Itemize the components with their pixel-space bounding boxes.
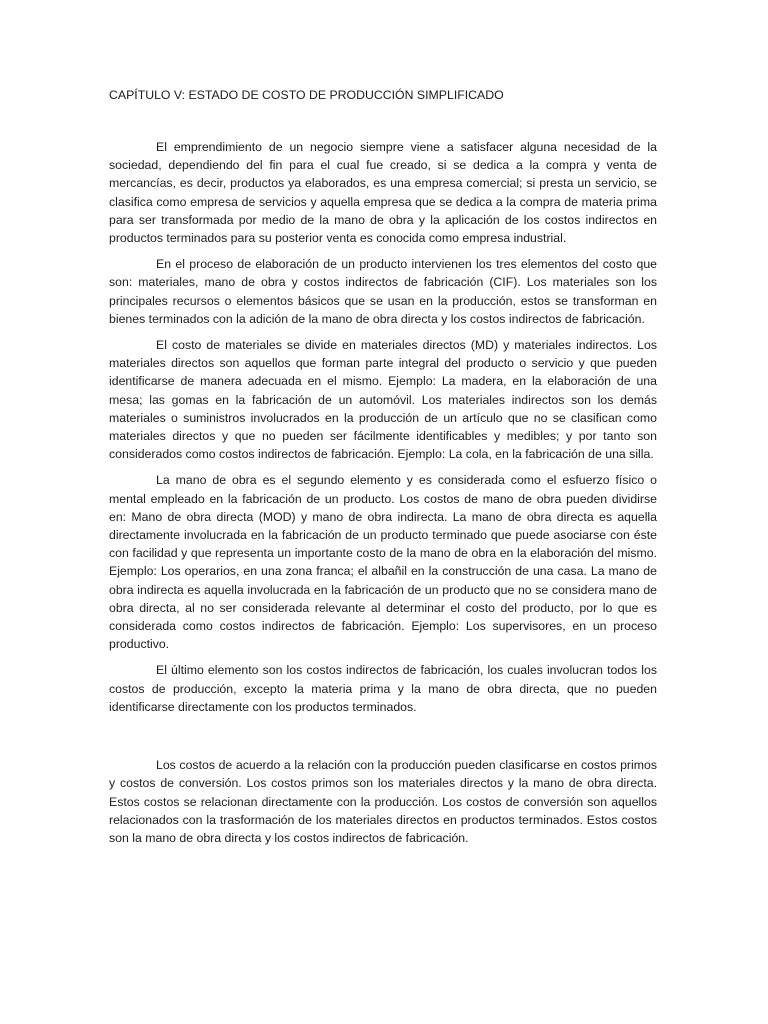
document-body bbox=[109, 86, 657, 855]
paragraph-cost-classification: Los costos de acuerdo a la relación con la producción pueden clasificarse en costos primos y costos de conversión. Los costos primos son los materiales directos y la mano de obra directa. Estos costos se relacionan directamente con la producción. Los costos de conversión son aquellos relacionados con la trasformación de los materiales directos en productos terminados. Estos costos son la mano de obra directa y los costos indirectos de fabricación. bbox=[109, 758, 657, 845]
paragraph-materials: El costo de materiales se divide en materiales directos (MD) y materiales indirectos. Los materiales directos son aquellos que forman parte integral del producto o servicio y que pueden identificarse de manera adecuada en el mismo. Ejemplo: La madera, en la elaboración de una mesa; las gomas en la fabricación de un automóvil. Los materiales indirectos son los demás materiales o suministros involucrados en la producción de un artículo que no se clasifican como materiales directos y que no pueden ser fácilmente identificables y medibles; y por tanto son considerados como costos indirectos de fabricación. Ejemplo: La cola, en la fabricación de una silla. bbox=[109, 338, 657, 462]
paragraph-cost-elements: En el proceso de elaboración de un producto intervienen los tres elementos del costo que son: materiales, mano de obra y costos indirectos de fabricación (CIF). Los materiales son los principales recursos o elementos básicos que se usan en la producción, estos se transforman en bienes terminados con la adición de la mano de obra directa y los costos indirectos de fabricación. bbox=[109, 257, 657, 326]
chapter-title: CAPÍTULO V: ESTADO DE COSTO DE PRODUCCIÓN SIMPLIFICADO bbox=[109, 88, 504, 102]
paragraph-business-types: El emprendimiento de un negocio siempre viene a satisfacer alguna necesidad de la sociedad, dependiendo del fin para el cual fue creado, si se dedica a la compra y venta de mercancías, es decir, productos ya elaborados, es una empresa comercial; si presta un servicio, se clasifica como empresa de servicios y aquella empresa que se dedica a la compra de materia prima para ser transformada por medio de la mano de obra y la aplicación de los costos indirectos en productos terminados para su posterior venta es conocida como empresa industrial. bbox=[109, 140, 657, 246]
paragraph-labor: La mano de obra es el segundo elemento y es considerada como el esfuerzo físico o mental empleado en la fabricación de un producto. Los costos de mano de obra pueden dividirse en: Mano de obra directa (MOD) y mano de obra indirecta. La mano de obra directa es aquella directamente involucrada en la fabricación de un producto terminado que puede asociarse con éste con facilidad y que representa un importante costo de la mano de obra en la elaboración del mismo. Ejemplo: Los operarios, en una zona franca; el albañil en la construcción de una casa. La mano de obra indirecta es aquella involucrada en la fabricación de un producto que no se considera mano de obra directa, al no ser considerada relevante al determinar el costo del producto, por lo que es considerada como costos indirectos de fabricación. Ejemplo: Los supervisores, en un proceso productivo. bbox=[109, 473, 657, 652]
paragraph-indirect-costs: El último elemento son los costos indirectos de fabricación, los cuales involucran todos los costos de producción, excepto la materia prima y la mano de obra directa, que no pueden identificarse directamente con los productos terminados. bbox=[109, 663, 657, 714]
